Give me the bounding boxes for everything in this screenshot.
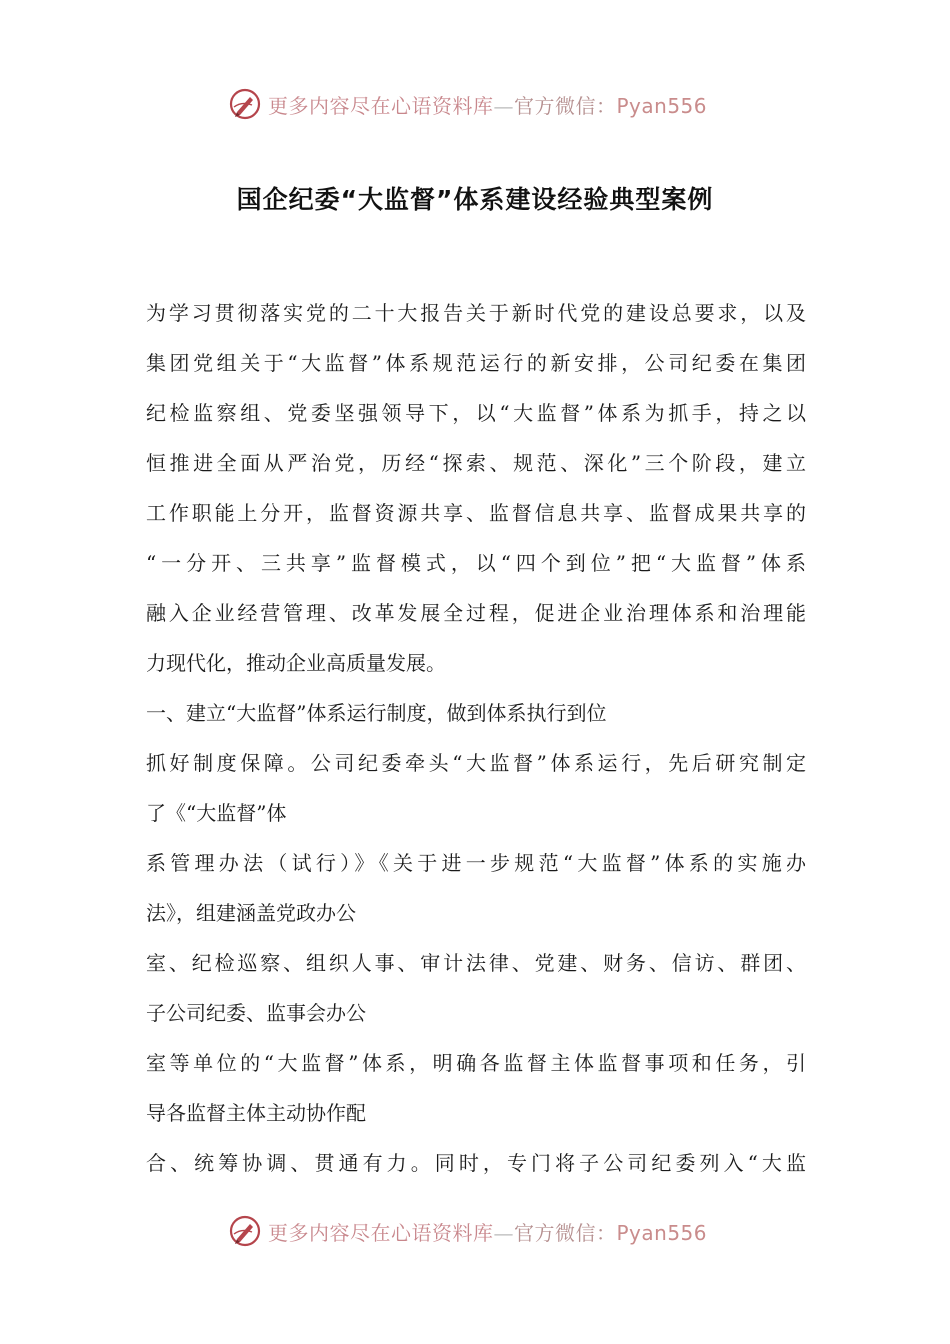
body-line: 为学习贯彻落实党的二十大报告关于新时代党的建设总要求，以及 bbox=[146, 301, 806, 325]
body-line: 室、纪检巡察、组织人事、审计法律、党建、财务、信访、群团、 bbox=[146, 951, 806, 975]
body-line: 力现代化，推动企业高质量发展。 bbox=[146, 651, 446, 675]
body-line: 集团党组关于“大监督”体系规范运行的新安排，公司纪委在集团 bbox=[146, 351, 806, 375]
pen-logo-icon bbox=[228, 87, 262, 121]
body-line: 室等单位的“大监督”体系，明确各监督主体监督事项和任务，引 bbox=[146, 1051, 806, 1075]
document-title: 国企纪委“大监督”体系建设经验典型案例 bbox=[236, 185, 714, 214]
body-line: 系管理办法（试行）》《关于进一步规范“大监督”体系的实施办 bbox=[146, 851, 806, 875]
body-line: 恒推进全面从严治党，历经“探索、规范、深化”三个阶段，建立 bbox=[146, 451, 806, 475]
body-line: 法》，组建涵盖党政办公 bbox=[146, 901, 356, 925]
body-line: “一分开、三共享”监督模式，以“四个到位”把“大监督”体系 bbox=[146, 551, 806, 575]
watermark-wechat-label: 官方微信： bbox=[514, 93, 617, 118]
watermark-banner-top bbox=[228, 84, 748, 124]
section-heading: 一、建立“大监督”体系运行制度，做到体系执行到位 bbox=[146, 701, 607, 725]
watermark-dash: — bbox=[493, 1220, 514, 1245]
watermark-site-text: 更多内容尽在心语资料库 bbox=[268, 93, 494, 118]
body-line: 了《“大监督”体 bbox=[146, 801, 287, 825]
watermark-wechat-id: Pyan556 bbox=[616, 93, 708, 118]
watermark-dash: — bbox=[493, 93, 514, 118]
watermark-wechat-label: 官方微信： bbox=[514, 1220, 617, 1245]
body-line: 导各监督主体主动协作配 bbox=[146, 1101, 366, 1125]
watermark-banner-bottom bbox=[228, 1211, 748, 1251]
body-line: 合、统筹协调、贯通有力。同时，专门将子公司纪委列入“大监 bbox=[146, 1151, 806, 1175]
body-line: 抓好制度保障。公司纪委牵头“大监督”体系运行，先后研究制定 bbox=[146, 751, 806, 775]
pen-logo-icon bbox=[228, 1214, 262, 1248]
watermark-site-text: 更多内容尽在心语资料库 bbox=[268, 1220, 494, 1245]
document-body bbox=[146, 288, 806, 1188]
body-line: 纪检监察组、党委坚强领导下，以“大监督”体系为抓手，持之以 bbox=[146, 401, 806, 425]
body-line: 工作职能上分开，监督资源共享、监督信息共享、监督成果共享的 bbox=[146, 501, 806, 525]
body-line: 融入企业经营管理、改革发展全过程，促进企业治理体系和治理能 bbox=[146, 601, 806, 625]
watermark-wechat-id: Pyan556 bbox=[616, 1220, 708, 1245]
body-line: 子公司纪委、监事会办公 bbox=[146, 1001, 366, 1025]
